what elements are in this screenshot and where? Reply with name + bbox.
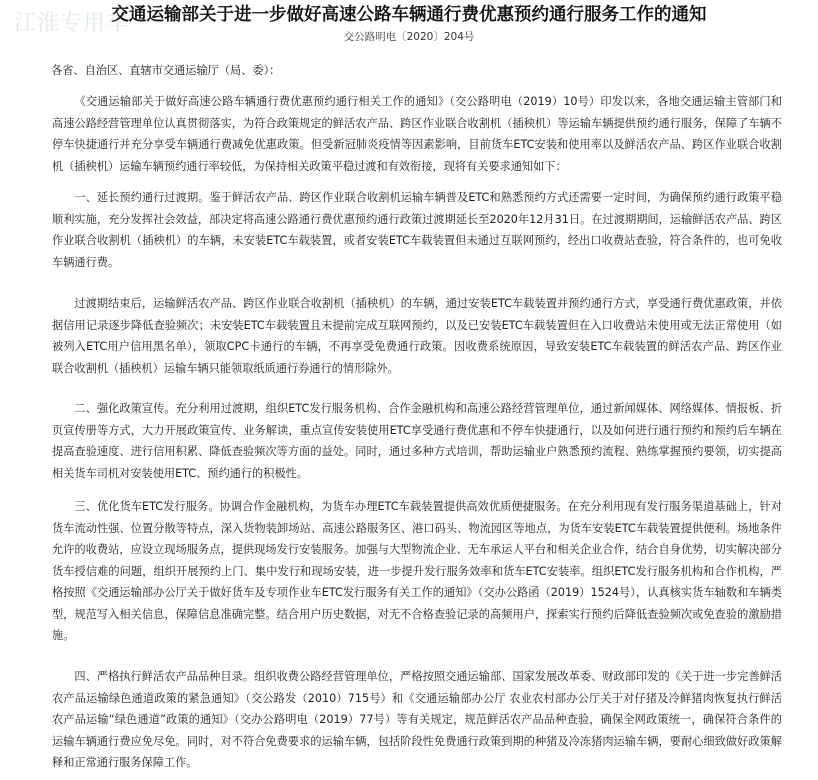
paragraph-intro: 《交通运输部关于做好高速公路车辆通行费优惠预约通行相关工作的通知》（交公路明电（2019）10号）印发以来，各地交通运输主管部门和高速公路经营管理单位认真贯彻落实，为符合政策规定的鲜活农产品、跨区作业联合收割机（插秧机）等运输车辆提供预约通行服务，保障了车辆不停车快捷通行并充分享受车辆通行费减免优惠政策。但受新冠肺炎疫情等因素影响，目前货车ETC安装和使用率以及鲜活农产品、跨区作业联合收割机（插秧机）运输车辆预约通行率较低，为保持相关政策平稳过渡和有效衔接，现将有关要求通知如下：: [52, 95, 782, 173]
salutation: 各省、自治区、直辖市交通运输厅（局、委）：: [51, 64, 281, 77]
section-3: [52, 496, 782, 647]
paragraph-section-2: 二、强化政策宣传。充分利用过渡期，组织ETC发行服务机构、合作金融机构和高速公路经营管理单位，通过新闻媒体、网络媒体、情报板、折页宣传册等方式，大力开展政策宣传、业务解读，重点宣传安装使用ETC享受通行费优惠和不停车快捷通行，以及如何进行通行预约和预约后车辆在提高查验速度、进行信用积累、降低查验频次等方面的益处。同时，通过多种方式培训，帮助运输业户熟悉预约流程、熟练掌握预约要领，切实提高相关货车司机对安装使用ETC、预约通行的积极性。: [52, 402, 782, 480]
section-4: [52, 666, 782, 774]
paragraph-section-3: 三、优化货车ETC发行服务。协调合作金融机构，为货车办理ETC车载装置提供高效优质便捷服务。在充分利用现有发行服务渠道基础上，针对货车流动性强、位置分散等特点，深入货物装卸场站、高速公路服务区、港口码头、物流园区等地点，为货车安装ETC车载装置提供便利。场地条件允许的收费站，应设立现场服务点，提供现场发行安装服务。加强与大型物流企业、无车承运人平台和相关企业合作，结合自身优势，切实解决部分货车授信难的问题，组织开展预约上门、集中发行和现场安装，进一步提升发行服务效率和货车ETC安装率。组织ETC发行服务机构和合作机构，严格按照《交通运输部办公厅关于做好货车及专项作业车ETC发行服务有关工作的通知》（交办公路函（2019）1524号），认真核实货车轴数和车辆类型，规范写入相关信息，保障信息准确完整。结合用户历史数据，对无不合格查验记录的高频用户，探索实行预约后降低查验频次或免查验的激励措施。: [52, 500, 782, 642]
paragraph-section-1: 一、延长预约通行过渡期。鉴于鲜活农产品、跨区作业联合收割机运输车辆普及ETC和熟悉预约方式还需要一定时间，为确保预约通行政策平稳顺利实施，充分发挥社会效益，部决定将高速公路通行费优惠预约通行政策过渡期延长至2020年12月31日。在过渡期期间，运输鲜活农产品、跨区作业联合收割机（插秧机）的车辆，未安装ETC车载装置，或者安装ETC车载装置但未通过互联网预约，经出口收费站查验，符合条件的，也可免收车辆通行费。: [52, 191, 782, 269]
paragraph-section-1-continued: 过渡期结束后，运输鲜活农产品、跨区作业联合收割机（插秧机）的车辆，通过安装ETC车载装置并预约通行方式，享受通行费优惠政策，并依据信用记录逐步降低查验频次；未安装ETC车载装置且未提前完成互联网预约，以及已安装ETC车载装置但在入口收费站未使用或无法正常使用（如被列入ETC用户信用黑名单），领取CPC卡通行的车辆，不再享受免费通行政策。因收费系统原因，导致安装ETC车载装置的鲜活农产品、跨区作业联合收割机（插秧机）运输车辆只能领取纸质通行券通行的情形除外。: [52, 297, 782, 375]
paragraph-section-4: 四、严格执行鲜活农产品品种目录。组织收费公路经营管理单位，严格按照交通运输部、国家发展改革委、财政部印发的《关于进一步完善鲜活农产品运输绿色通道政策的紧急通知》（交公路发（2010）715号）和《交通运输部办公厅 农业农村部办公厅关于对仔猪及冷鲜猪肉恢复执行鲜活农产品运输“绿色通道”政策的通知》（交办公路明电（2019）77号）等有关规定，规范鲜活农产品品种查验，确保全网政策统一，确保符合条件的运输车辆通行费应免尽免。同时，对不符合免费要求的运输车辆，包括阶段性免费通行政策到期的种猪及冷冻猪肉运输车辆，要耐心细致做好政策解释和正常通行服务保障工作。: [52, 670, 782, 769]
document-number: 交公路明电〔2020〕204号: [343, 31, 475, 43]
document-title: 交通运输部关于进一步做好高速公路车辆通行费优惠预约通行服务工作的通知: [111, 5, 707, 25]
section-1-continued: [52, 293, 782, 379]
section-1: [52, 187, 782, 273]
section-2: [52, 398, 782, 484]
watermark: 江淮专用车: [14, 11, 130, 36]
intro-section: [52, 91, 782, 177]
